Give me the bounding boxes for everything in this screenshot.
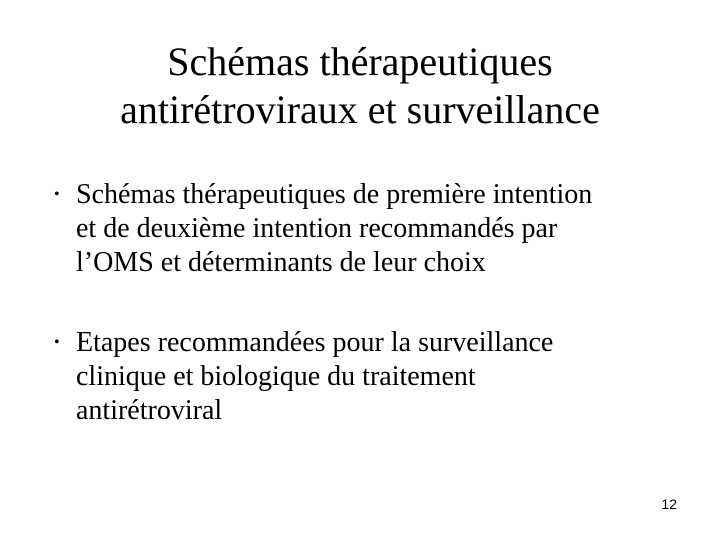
slide-title-line: antirétroviraux et surveillance xyxy=(120,87,600,132)
bullet-text xyxy=(76,326,692,428)
bullet-text xyxy=(76,178,692,280)
bullet-marker: • xyxy=(54,334,60,351)
slide-title-line: Schémas thérapeutiques xyxy=(167,39,553,84)
bullet-text-line: et de deuxième intention recommandés par xyxy=(76,213,558,244)
bullet-item xyxy=(52,178,692,280)
bullet-item xyxy=(52,326,692,428)
slide-title xyxy=(40,38,680,134)
bullet-list xyxy=(52,178,692,428)
bullet-text-line: l’OMS et déterminants de leur choix xyxy=(76,247,486,278)
bullet-text-line: clinique et biologique du traitement xyxy=(76,361,476,392)
bullet-text-line: Schémas thérapeutiques de première intention xyxy=(76,179,593,210)
bullet-text-line: antirétroviral xyxy=(76,395,223,426)
page-number: 12 xyxy=(661,496,677,512)
bullet-marker: • xyxy=(54,186,60,203)
bullet-text-line: Etapes recommandées pour la surveillance xyxy=(76,327,554,358)
